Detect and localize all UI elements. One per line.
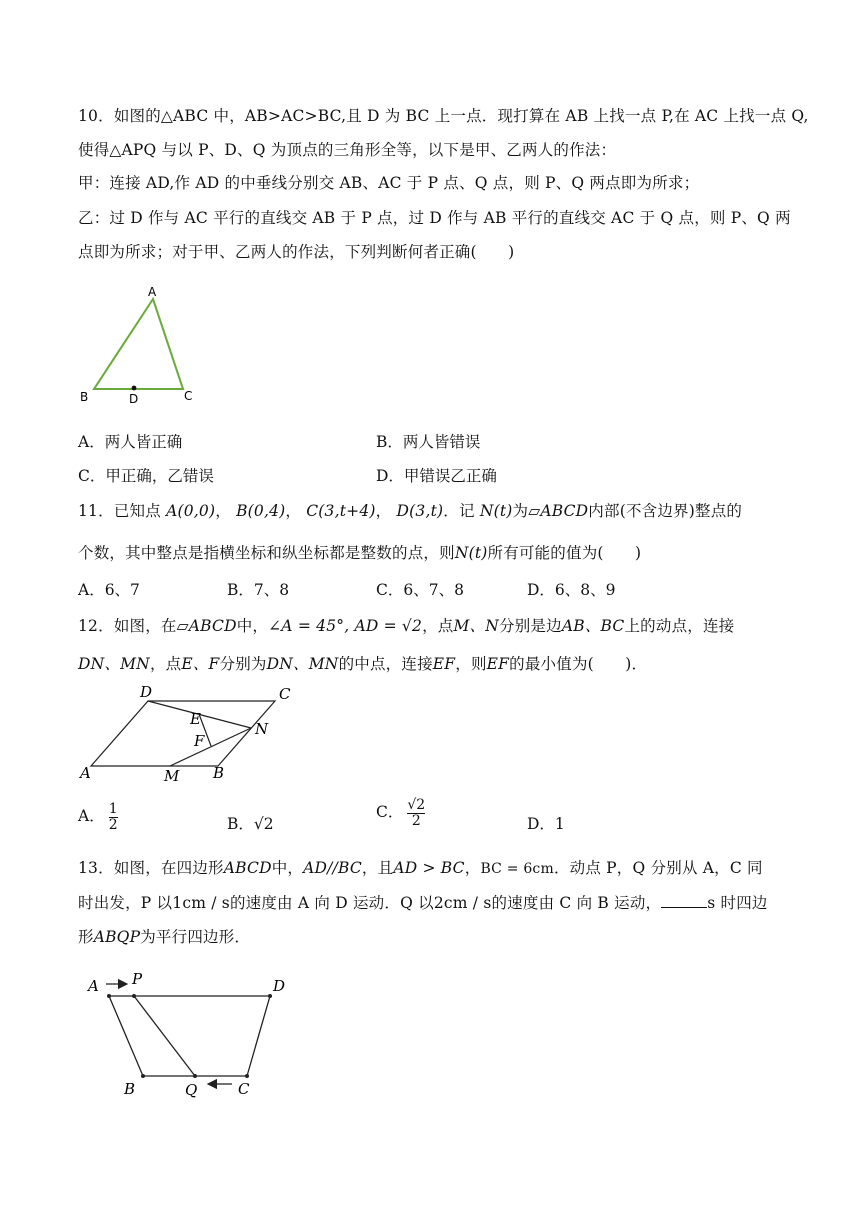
speed-q: 2cm / s — [433, 894, 492, 912]
segments: DN、MN — [78, 655, 150, 673]
text: 时出发，P 以 — [78, 894, 173, 912]
q12-line-2 — [78, 652, 647, 674]
q12-line-1 — [78, 614, 734, 636]
sep: ， — [285, 502, 302, 520]
q11-option-c: C．6、7、8 — [376, 581, 464, 599]
q10-line-3: 甲：连接 AD,作 AD 的中垂线分别交 AB、AC 于 P 点、Q 点，则 P、Q 两点即为所求； — [78, 174, 700, 192]
denominator: 2 — [411, 812, 421, 829]
q11-option-b: B．7、8 — [227, 581, 290, 599]
text: ，点 — [422, 617, 454, 635]
text: 的速度由 C 向 B 运动， — [491, 894, 662, 912]
text: 中， — [271, 859, 304, 877]
numerator: 1 — [108, 801, 118, 817]
text: 形 — [78, 928, 94, 946]
q11-line-2 — [78, 541, 641, 563]
segment-pq — [134, 996, 195, 1076]
segment-ef: EF — [486, 655, 510, 673]
triangle-abc — [94, 299, 183, 389]
text: 的中点，连接 — [338, 655, 433, 673]
label-c: C — [279, 685, 291, 703]
q10-line-5: 点即为所求；对于甲、乙两人的作法，下列判断何者正确( ) — [78, 243, 515, 261]
answer-blank[interactable] — [661, 893, 707, 908]
text: 个数，其中整点是指横坐标和纵坐标都是整数的点，则 — [78, 544, 455, 562]
n-of-t: N(t) — [454, 544, 488, 562]
points-ef: E、F — [181, 655, 220, 673]
q12-option-d: D．1 — [527, 815, 565, 833]
n-of-t: N(t) — [479, 502, 513, 520]
q12-option-a — [78, 802, 118, 832]
q13-line-2 — [78, 891, 768, 913]
label-a: A — [88, 977, 99, 995]
point-a-coord: A(0,0) — [166, 502, 216, 520]
q13-trapezoid-figure — [80, 966, 300, 1100]
point-b — [141, 1074, 145, 1078]
label-c: C — [184, 389, 193, 403]
text: ．动点 P，Q 分别从 A，C 同 — [553, 859, 763, 877]
label-f: F — [194, 732, 205, 750]
q10-line-4: 乙：过 D 作与 AC 平行的直线交 AB 于 P 点，过 D 作与 AB 平行的直线交 AC 于 Q 点，则 P、Q 两 — [78, 209, 791, 227]
option-letter: C． — [376, 803, 404, 822]
q12-number: 12．如图，在 — [78, 617, 177, 635]
bc-length: BC = 6cm — [480, 861, 554, 877]
text: 分别是边 — [499, 617, 562, 635]
segments: DN、MN — [266, 655, 339, 673]
parallelogram-abcd: ▱ABCD — [528, 502, 589, 520]
option-letter: A． — [78, 807, 105, 826]
q10-triangle-figure — [72, 282, 212, 406]
segment-ef: EF — [432, 655, 456, 673]
point-q — [193, 1074, 197, 1078]
q13-line-3 — [78, 925, 250, 947]
q11-option-d: D．6、8、9 — [527, 581, 616, 599]
speed-p: 1cm / s — [172, 894, 230, 912]
q12-option-c — [376, 798, 425, 828]
text: 上的动点，连接 — [624, 617, 735, 635]
text: 所有可能的值为( ) — [487, 544, 642, 562]
quad-abqp: ABQP — [93, 928, 141, 946]
label-d: D — [140, 683, 153, 701]
q10-line-2: 使得△APQ 与以 P、D、Q 为顶点的三角形全等，以下是甲、乙两人的作法： — [78, 141, 617, 159]
condition: ∠A = 45°, AD = √2 — [268, 617, 423, 635]
text: 的速度由 A 向 D 运动．Q 以 — [229, 894, 434, 912]
points-mn: M、N — [453, 617, 500, 635]
text: 为 — [512, 502, 529, 520]
point-d-coord: D(3,t) — [396, 502, 444, 520]
q10-option-b: B．两人皆错误 — [376, 433, 481, 451]
text: 内部(不含边界)整点的 — [588, 502, 743, 520]
label-a: A — [148, 285, 157, 299]
point-c — [245, 1074, 249, 1078]
text: 分别为 — [219, 655, 267, 673]
point-c-coord: C(3,t+4) — [306, 502, 376, 520]
text: 为平行四边形． — [140, 928, 251, 946]
text: 中， — [236, 617, 269, 635]
inequality: AD > BC — [393, 859, 465, 877]
label-c: C — [238, 1080, 250, 1098]
point-p — [132, 994, 136, 998]
segment-mn — [170, 728, 251, 766]
sides: AB、BC — [561, 617, 625, 635]
q11-line-1 — [78, 499, 742, 521]
q13-number: 13．如图，在四边形 — [78, 859, 224, 877]
point-a — [107, 994, 111, 998]
label-d: D — [129, 392, 139, 406]
text: s 时四边 — [707, 894, 768, 912]
text: ，且 — [361, 859, 394, 877]
label-b: B — [124, 1080, 136, 1098]
point-b-coord: B(0,4) — [236, 502, 286, 520]
fraction-root2-over-2 — [407, 798, 425, 828]
denominator: 2 — [108, 816, 118, 833]
sep: ， — [215, 502, 231, 520]
fraction-one-half — [109, 802, 118, 832]
q11-option-a: A．6、7 — [78, 581, 140, 599]
q13-line-1 — [78, 856, 763, 878]
q12-option-b: B．√2 — [227, 815, 274, 833]
label-m: M — [164, 767, 180, 785]
trapezoid-abcd — [109, 996, 270, 1076]
label-q: Q — [185, 1081, 198, 1099]
q10-option-c: C．甲正确，乙错误 — [78, 467, 214, 485]
label-b: B — [80, 390, 89, 404]
text: ．记 — [443, 502, 475, 520]
label-e: E — [190, 710, 201, 728]
label-d: D — [273, 977, 286, 995]
point-d — [132, 386, 137, 391]
text: 的最小值为( )． — [509, 655, 648, 673]
quad-abcd: ABCD — [223, 859, 272, 877]
text: ，点 — [149, 655, 182, 673]
q10-line-1: 10．如图的△ABC 中，AB>AC>BC,且 D 为 BC 上一点．现打算在 AB 上找一点 P,在 AC 上找一点 Q, — [78, 107, 809, 125]
q10-option-d: D．甲错误乙正确 — [376, 467, 497, 485]
label-a: A — [80, 764, 91, 782]
q12-parallelogram-figure — [74, 682, 304, 788]
label-b: B — [213, 764, 225, 782]
point-d — [268, 994, 272, 998]
q11-number: 11．已知点 — [78, 502, 161, 520]
q10-option-a: A．两人皆正确 — [78, 433, 183, 451]
numerator: √2 — [407, 797, 426, 813]
label-n: N — [255, 720, 269, 738]
sep: ， — [375, 502, 392, 520]
parallel-condition: AD//BC — [303, 859, 362, 877]
text: ，则 — [455, 655, 487, 673]
parallelogram-abcd: ▱ABCD — [176, 617, 237, 635]
label-p: P — [132, 970, 143, 988]
text: ， — [464, 859, 481, 877]
